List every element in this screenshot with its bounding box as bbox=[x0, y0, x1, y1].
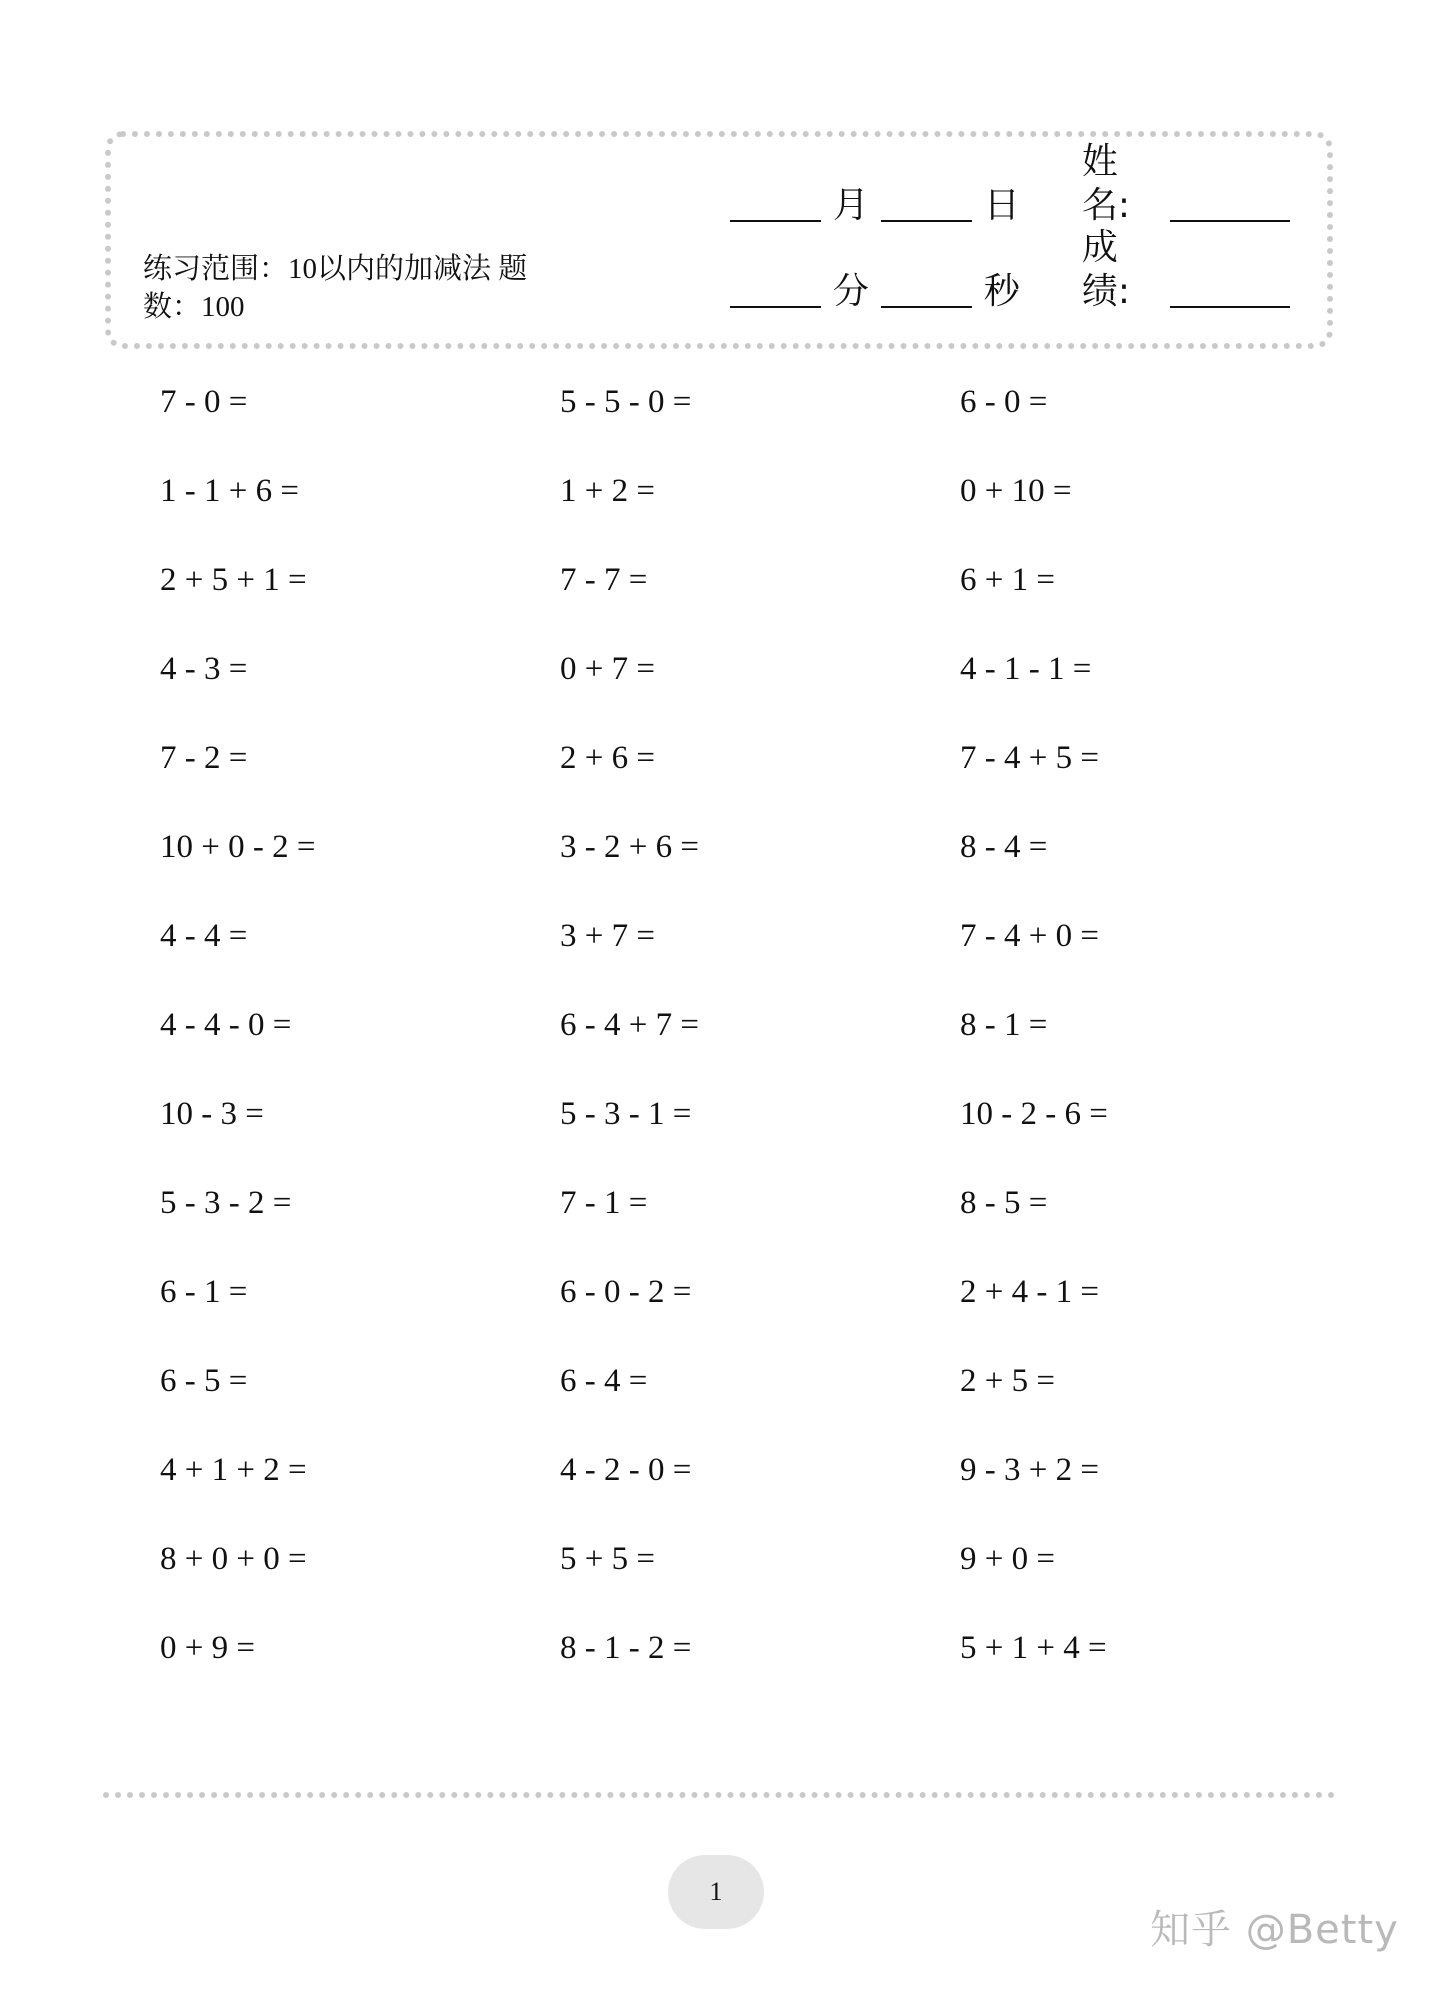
math-problem: 7 - 7 = bbox=[560, 562, 648, 598]
problem-row bbox=[160, 1440, 1360, 1529]
problem-row bbox=[160, 728, 1360, 817]
problem-row bbox=[160, 1262, 1360, 1351]
math-problem: 10 + 0 - 2 = bbox=[160, 829, 316, 865]
problem-grid bbox=[160, 372, 1360, 1707]
math-problem: 2 + 6 = bbox=[560, 740, 655, 776]
math-problem: 6 - 1 = bbox=[160, 1274, 248, 1310]
math-problem: 3 - 2 + 6 = bbox=[560, 829, 699, 865]
problem-row bbox=[160, 1084, 1360, 1173]
problem-row bbox=[160, 372, 1360, 461]
math-problem: 5 - 5 - 0 = bbox=[560, 384, 692, 420]
problem-row bbox=[160, 550, 1360, 639]
math-problem: 10 - 3 = bbox=[160, 1096, 264, 1132]
math-problem: 8 - 1 - 2 = bbox=[560, 1630, 692, 1666]
math-problem: 3 + 7 = bbox=[560, 918, 655, 954]
math-problem: 8 - 4 = bbox=[960, 829, 1048, 865]
math-problem: 0 + 7 = bbox=[560, 651, 655, 687]
math-problem: 7 - 4 + 5 = bbox=[960, 740, 1099, 776]
math-problem: 4 - 2 - 0 = bbox=[560, 1452, 692, 1488]
problem-row bbox=[160, 817, 1360, 906]
math-problem: 4 - 1 - 1 = bbox=[960, 651, 1092, 687]
problem-row bbox=[160, 1529, 1360, 1618]
math-problem: 7 - 2 = bbox=[160, 740, 248, 776]
day-blank[interactable] bbox=[881, 180, 972, 222]
math-problem: 1 - 1 + 6 = bbox=[160, 473, 299, 509]
day-label: 日 bbox=[983, 185, 1020, 226]
month-blank[interactable] bbox=[730, 180, 821, 222]
math-problem: 7 - 1 = bbox=[560, 1185, 648, 1221]
math-problem: 8 + 0 + 0 = bbox=[160, 1541, 307, 1577]
watermark: 知乎 @Betty bbox=[1150, 1907, 1399, 1953]
problem-row bbox=[160, 639, 1360, 728]
problem-row bbox=[160, 1618, 1360, 1707]
name-blank[interactable] bbox=[1170, 180, 1290, 222]
problem-row bbox=[160, 906, 1360, 995]
footer-divider bbox=[103, 1792, 1335, 1798]
score-label: 成绩: bbox=[1081, 227, 1130, 312]
math-problem: 6 - 5 = bbox=[160, 1363, 248, 1399]
math-problem: 6 - 4 = bbox=[560, 1363, 648, 1399]
score-blank[interactable] bbox=[1170, 266, 1290, 308]
math-problem: 5 + 5 = bbox=[560, 1541, 655, 1577]
math-problem: 5 - 3 - 1 = bbox=[560, 1096, 692, 1132]
math-problem: 5 - 3 - 2 = bbox=[160, 1185, 292, 1221]
math-problem: 8 - 1 = bbox=[960, 1007, 1048, 1043]
math-problem: 2 + 4 - 1 = bbox=[960, 1274, 1099, 1310]
page-number: 1 bbox=[668, 1855, 764, 1929]
math-problem: 9 + 0 = bbox=[960, 1541, 1055, 1577]
math-problem: 0 + 9 = bbox=[160, 1630, 255, 1666]
math-problem: 9 - 3 + 2 = bbox=[960, 1452, 1099, 1488]
math-problem: 6 + 1 = bbox=[960, 562, 1055, 598]
date-name-row bbox=[730, 141, 1290, 228]
time-score-row bbox=[730, 227, 1290, 314]
second-label: 秒 bbox=[983, 271, 1020, 312]
math-problem: 7 - 0 = bbox=[160, 384, 248, 420]
math-problem: 2 + 5 = bbox=[960, 1363, 1055, 1399]
math-problem: 6 - 0 - 2 = bbox=[560, 1274, 692, 1310]
math-problem: 8 - 5 = bbox=[960, 1185, 1048, 1221]
math-problem: 1 + 2 = bbox=[560, 473, 655, 509]
math-problem: 4 - 3 = bbox=[160, 651, 248, 687]
month-label: 月 bbox=[832, 185, 869, 226]
name-label: 姓名: bbox=[1081, 141, 1130, 226]
math-problem: 6 - 0 = bbox=[960, 384, 1048, 420]
math-problem: 7 - 4 + 0 = bbox=[960, 918, 1099, 954]
math-problem: 2 + 5 + 1 = bbox=[160, 562, 307, 598]
problem-row bbox=[160, 995, 1360, 1084]
math-problem: 6 - 4 + 7 = bbox=[560, 1007, 699, 1043]
math-problem: 4 + 1 + 2 = bbox=[160, 1452, 307, 1488]
minute-label: 分 bbox=[832, 271, 869, 312]
problem-row bbox=[160, 461, 1360, 550]
math-problem: 5 + 1 + 4 = bbox=[960, 1630, 1107, 1666]
math-problem: 4 - 4 - 0 = bbox=[160, 1007, 292, 1043]
problem-row bbox=[160, 1173, 1360, 1262]
practice-scope: 练习范围：10以内的加减法 题数：100 bbox=[143, 253, 528, 323]
math-problem: 10 - 2 - 6 = bbox=[960, 1096, 1108, 1132]
math-problem: 4 - 4 = bbox=[160, 918, 248, 954]
math-problem: 0 + 10 = bbox=[960, 473, 1072, 509]
minute-blank[interactable] bbox=[730, 266, 821, 308]
second-blank[interactable] bbox=[881, 266, 972, 308]
problem-row bbox=[160, 1351, 1360, 1440]
